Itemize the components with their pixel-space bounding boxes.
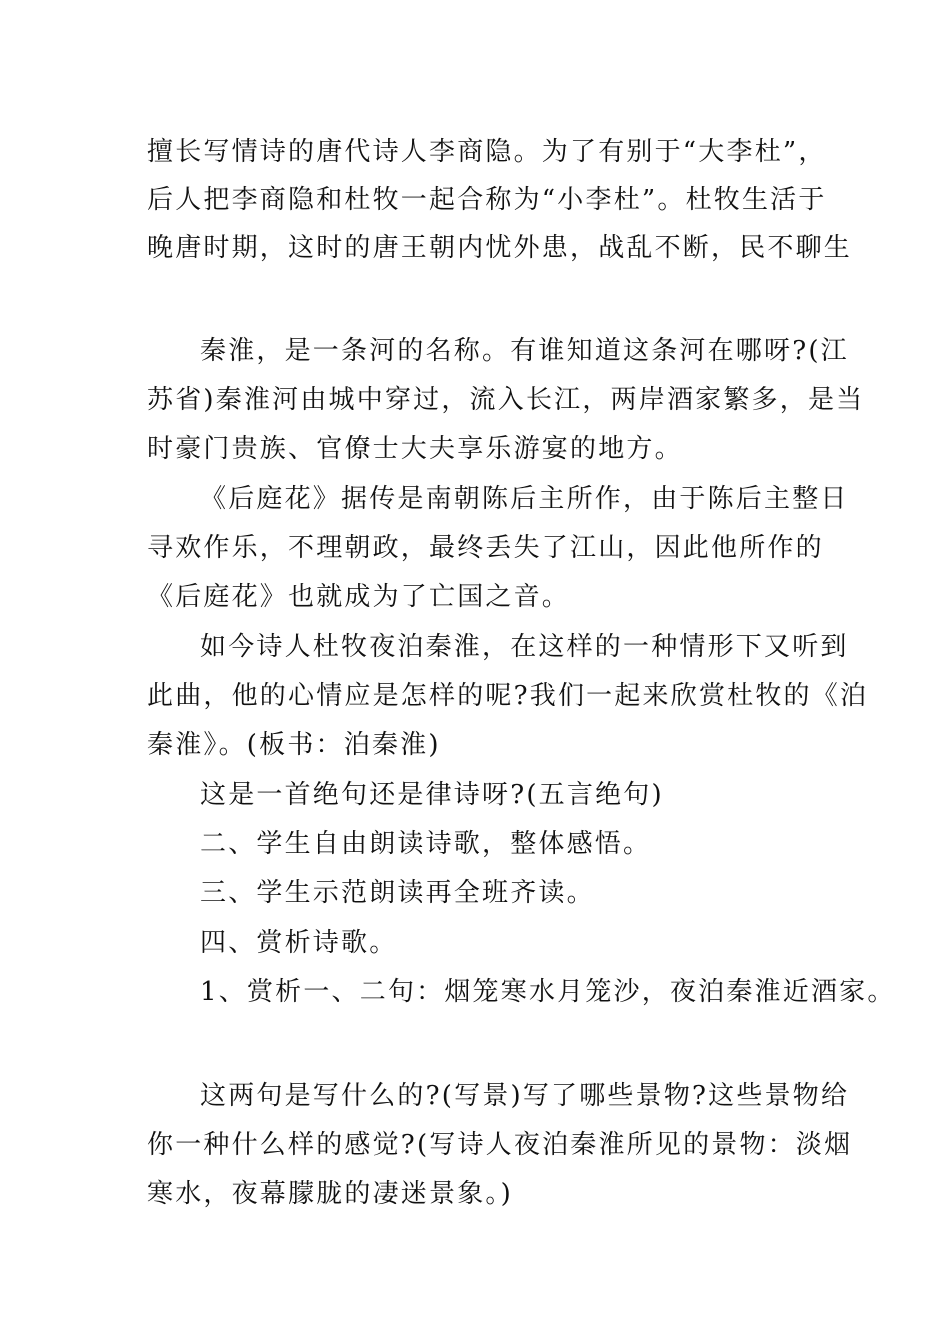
text-line: 你一种什么样的感觉?(写诗人夜泊秦淮所见的景物：淡烟 [147, 1130, 853, 1160]
text-line: 寒水，夜幕朦胧的凄迷景象。) [147, 1179, 513, 1209]
paragraph-start-line: 《后庭花》据传是南朝陈后主所作，由于陈后主整日 [200, 484, 849, 514]
text-line: 《后庭花》也就成为了亡国之音。 [147, 582, 571, 612]
text-line: 晚唐时期，这时的唐王朝内忧外患，战乱不断，民不聊生 [147, 233, 853, 263]
text-line: 寻欢作乐，不理朝政，最终丢失了江山，因此他所作的 [147, 533, 824, 563]
section-heading: 四、赏析诗歌。 [200, 928, 398, 958]
section-heading: 三、学生示范朗读再全班齐读。 [200, 878, 595, 908]
paragraph-start-line: 秦淮，是一条河的名称。有谁知道这条河在哪呀?(江 [200, 336, 849, 366]
paragraph-start-line: 这是一首绝句还是律诗呀?(五言绝句) [200, 780, 664, 810]
paragraph-start-line: 如今诗人杜牧夜泊秦淮，在这样的一种情形下又听到 [200, 632, 849, 662]
section-heading: 二、学生自由朗读诗歌，整体感悟。 [200, 829, 652, 859]
paragraph-start-line: 这两句是写什么的?(写景)写了哪些景物?这些景物给 [200, 1081, 850, 1111]
text-line: 苏省)秦淮河由城中穿过，流入长江，两岸酒家繁多，是当 [147, 385, 865, 415]
text-line: 后人把李商隐和杜牧一起合称为“小李杜”。杜牧生活于 [147, 185, 827, 215]
text-line: 时豪门贵族、官僚士大夫享乐游宴的地方。 [147, 434, 683, 464]
text-line: 此曲，他的心情应是怎样的呢?我们一起来欣赏杜牧的《泊 [147, 681, 869, 711]
text-line: 秦淮》。(板书：泊秦淮) [147, 730, 441, 760]
text-line: 擅长写情诗的唐代诗人李商隐。为了有别于“大李杜”， [147, 137, 827, 167]
subsection-heading: 1、赏析一、二句：烟笼寒水月笼沙，夜泊秦淮近酒家。 [200, 977, 896, 1007]
